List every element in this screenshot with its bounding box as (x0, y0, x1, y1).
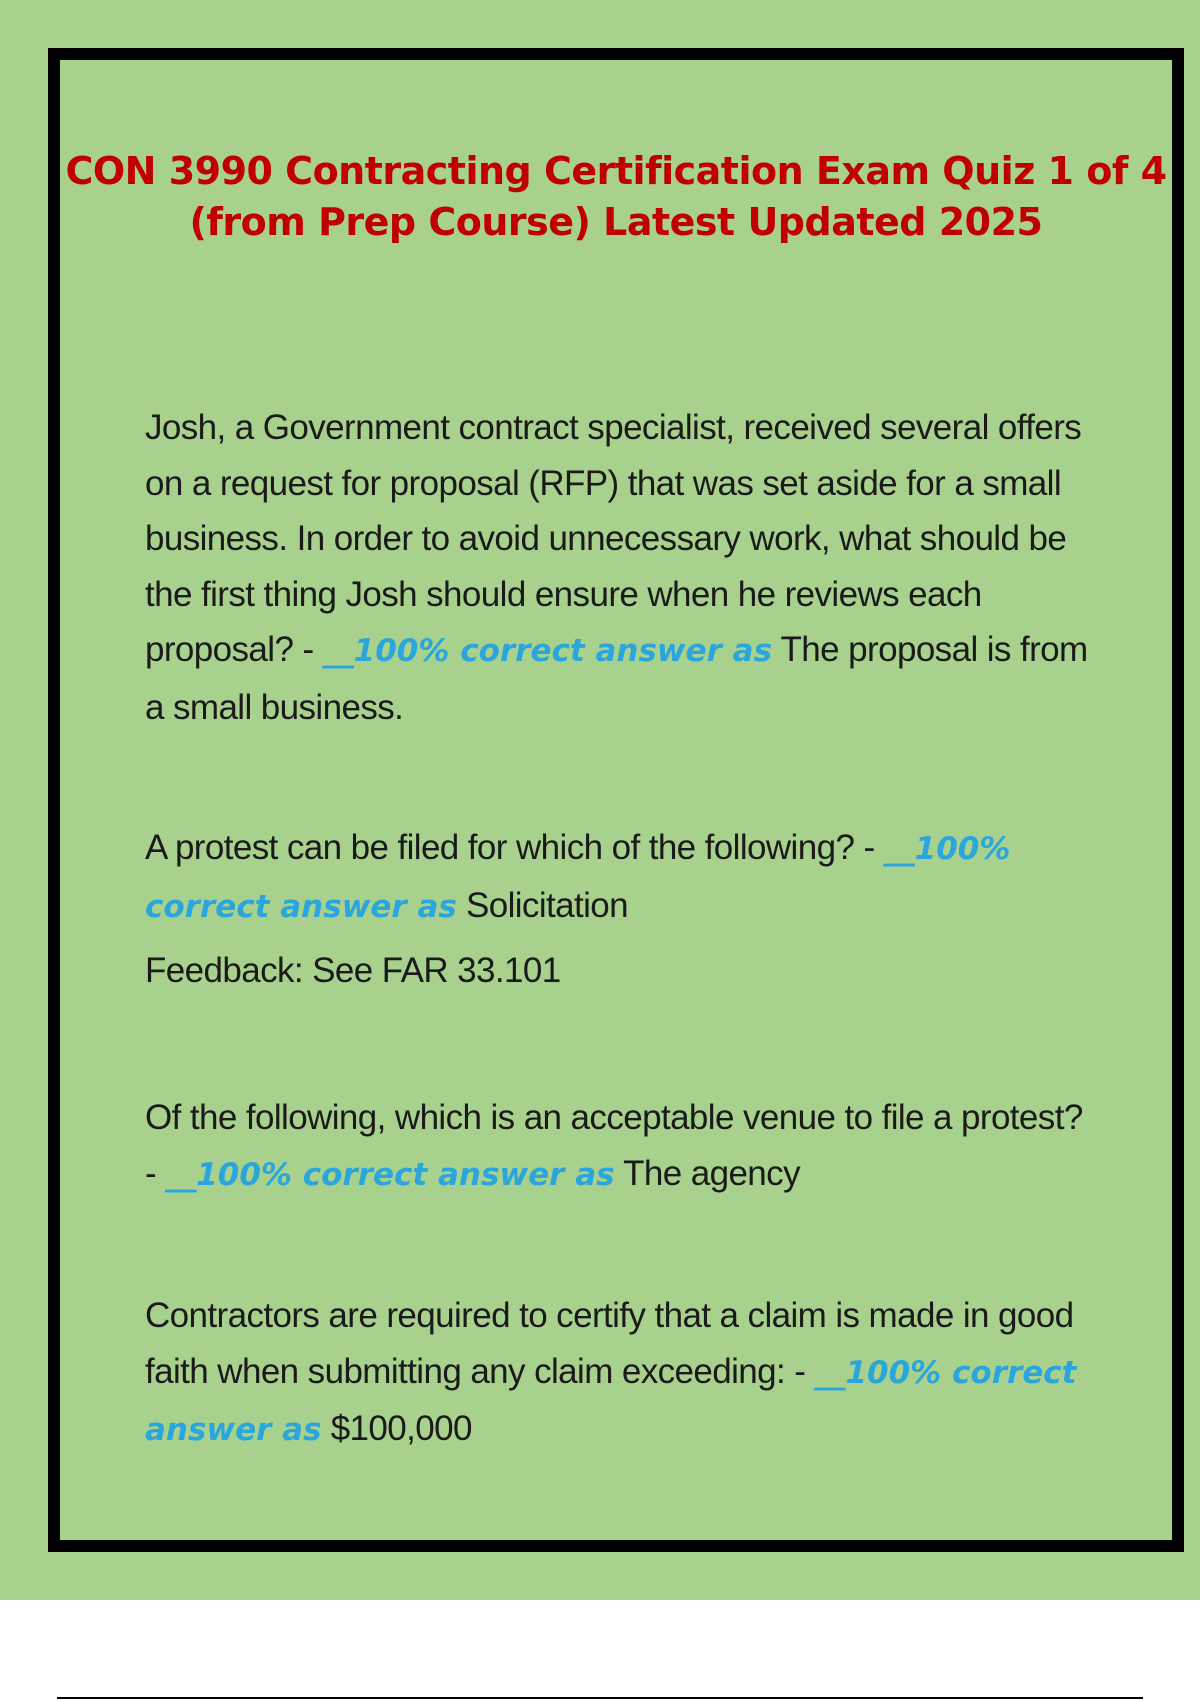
question-item (145, 820, 1095, 935)
document-title: CON 3990 Contracting Certification Exam Quiz 1 of 4 (from Prep Course) Latest Updated 2025 (65, 149, 1167, 244)
answer-marker: __100% correct answer as (322, 633, 773, 669)
answer-marker: __100% correct answer as (165, 1156, 615, 1193)
question-item (145, 400, 1095, 735)
answer-text: $100,000 (330, 1409, 472, 1448)
answer-text: Solicitation (465, 885, 629, 925)
question-text: A protest can be filed for which of the following? - (145, 828, 875, 867)
question-text: Josh, a Government contract specialist, received several offers on a request for proposal (RFP) that was set aside for a small business. In order to avoid unnecessary work, what should be the first thing Josh should ensure when he reviews each proposal? - (145, 408, 1082, 669)
question-item (145, 1090, 1095, 1203)
question-item (145, 1288, 1095, 1459)
answer-marker: __100% correct answer as (145, 831, 1011, 925)
answer-text: The agency (623, 1153, 800, 1193)
answer-text: The proposal is from a small business. (145, 630, 1088, 727)
feedback-text: Feedback: See FAR 33.101 (145, 951, 561, 990)
footer-divider (57, 1697, 1143, 1699)
question-text: Contractors are required to certify that a claim is made in good faith when submitting any claim exceeding: - (145, 1296, 1074, 1391)
answer-marker: __100% correct answer as (145, 1354, 1077, 1448)
question-text: Of the following, which is an acceptable venue to file a protest? - (145, 1098, 1083, 1193)
